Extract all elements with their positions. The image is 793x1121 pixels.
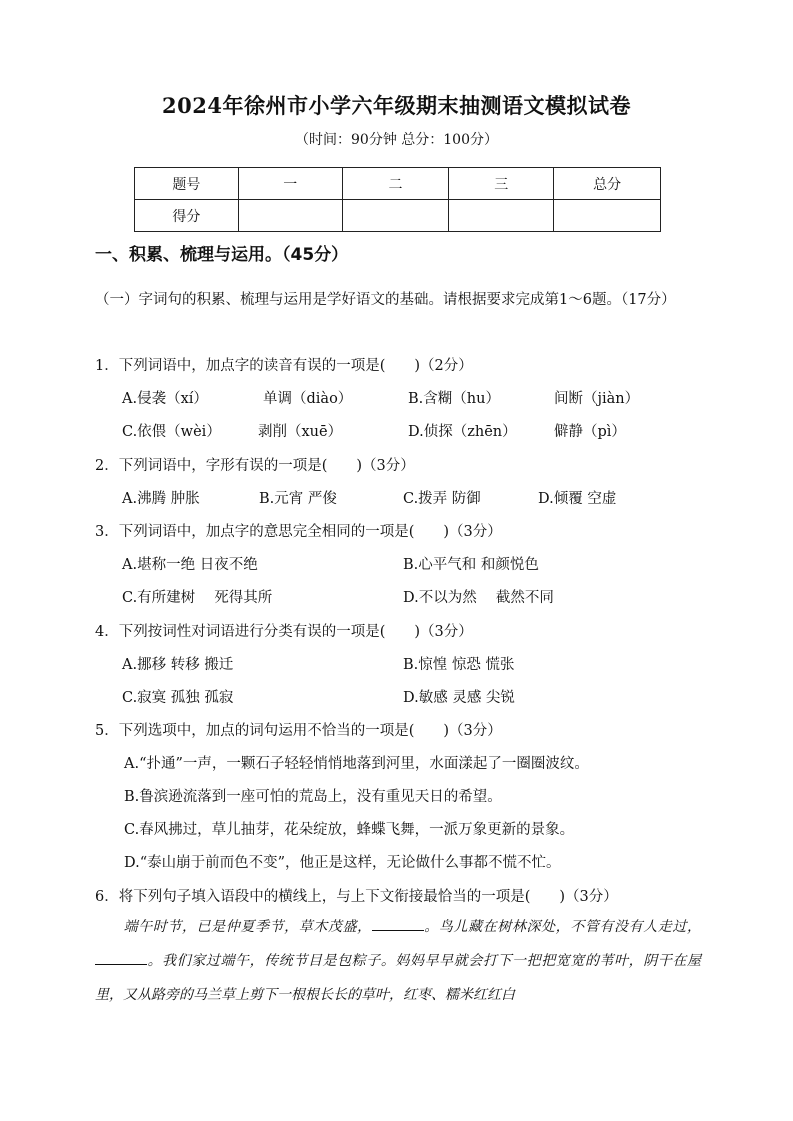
score-input-cell[interactable] xyxy=(554,200,661,232)
fill-blank[interactable] xyxy=(95,950,147,965)
option[interactable]: 单调（diào） xyxy=(263,391,353,407)
option[interactable]: C.拨弄 防御 xyxy=(403,491,481,507)
option[interactable]: C.寂寞 孤独 孤寂 xyxy=(122,690,234,706)
score-table-header-row xyxy=(135,168,661,200)
option[interactable]: B.鲁滨逊流落到一座可怕的荒岛上，没有重见天日的希望。 xyxy=(124,789,502,805)
option[interactable]: 剥削（xuē） xyxy=(258,424,343,440)
option[interactable]: 间断（jiàn） xyxy=(554,391,640,407)
option[interactable]: B.元宵 严俊 xyxy=(259,491,337,507)
option[interactable]: A.侵袭（xí） xyxy=(122,391,208,407)
option[interactable]: C.依偎（wèi） xyxy=(122,424,221,440)
question-stem: 2．下列词语中，字形有误的一项是( )（3分） xyxy=(95,458,415,474)
reading-passage xyxy=(95,910,701,1012)
score-input-cell[interactable] xyxy=(449,200,554,232)
option[interactable]: A.挪移 转移 搬迁 xyxy=(122,657,234,673)
option[interactable]: D.敏感 灵感 尖锐 xyxy=(403,690,515,706)
score-table-score-row xyxy=(135,200,661,232)
option[interactable]: D.不以为然 截然不同 xyxy=(403,590,554,606)
score-input-cell[interactable] xyxy=(342,200,449,232)
score-cell: 二 xyxy=(342,168,449,200)
question-stem: 5．下列选项中，加点的词句运用不恰当的一项是( )（3分） xyxy=(95,723,502,739)
passage-text: 端午时节，已是仲夏季节，草木茂盛， xyxy=(123,919,372,935)
option[interactable]: D.侦探（zhēn） xyxy=(408,424,517,440)
passage-text: 。我们家过端午，传统节目是包粽子。妈妈早早就会打下一把把宽宽的苇叶，阴干在屋里，又从路旁的马兰草上剪下一根根长长的草叶，红枣、糯米红红白 xyxy=(95,953,701,1003)
section-intro: （一）字词句的积累、梳理与运用是学好语文的基础。请根据要求完成第1～6题。（17分） xyxy=(95,292,676,308)
option[interactable]: 僻静（pì） xyxy=(554,424,626,440)
question-stem: 1．下列词语中，加点字的读音有误的一项是( )（2分） xyxy=(95,358,473,374)
score-cell: 得分 xyxy=(135,200,239,232)
option[interactable]: A.沸腾 肿胀 xyxy=(122,491,200,507)
fill-blank[interactable] xyxy=(372,916,424,931)
score-cell: 一 xyxy=(238,168,342,200)
option[interactable]: A.堪称一绝 日夜不绝 xyxy=(122,557,258,573)
score-cell: 三 xyxy=(449,168,554,200)
exam-subtitle: （时间：90分钟 总分：100分） xyxy=(295,132,498,148)
option[interactable]: C.春风拂过，草儿抽芽，花朵绽放，蜂蝶飞舞，一派万象更新的景象。 xyxy=(124,822,575,838)
score-input-cell[interactable] xyxy=(238,200,342,232)
option[interactable]: A.“扑通”一声，一颗石子轻轻悄悄地落到河里，水面漾起了一圈圈波纹。 xyxy=(124,756,589,772)
question-stem: 4．下列按词性对词语进行分类有误的一项是( )（3分） xyxy=(95,624,473,640)
option[interactable]: B.含糊（hu） xyxy=(408,391,500,407)
option[interactable]: D.“泰山崩于前而色不变”，他正是这样，无论做什么事都不慌不忙。 xyxy=(124,855,561,871)
option[interactable]: B.心平气和 和颜悦色 xyxy=(403,557,539,573)
exam-title: 2024年徐州市小学六年级期末抽测语文模拟试卷 xyxy=(162,93,631,118)
passage-text: 。鸟儿藏在树林深处，不管有没有人走过， xyxy=(423,919,701,935)
option[interactable]: C.有所建树 死得其所 xyxy=(122,590,273,606)
question-stem: 6．将下列句子填入语段中的横线上，与上下文衔接最恰当的一项是( )（3分） xyxy=(95,889,618,905)
option[interactable]: B.惊惶 惊恐 慌张 xyxy=(403,657,515,673)
option[interactable]: D.倾覆 空虚 xyxy=(538,491,617,507)
score-cell: 总分 xyxy=(554,168,661,200)
score-table xyxy=(134,167,661,232)
section-heading: 一、积累、梳理与运用。（45分） xyxy=(95,245,349,265)
score-cell: 题号 xyxy=(135,168,239,200)
question-stem: 3．下列词语中，加点字的意思完全相同的一项是( )（3分） xyxy=(95,524,502,540)
